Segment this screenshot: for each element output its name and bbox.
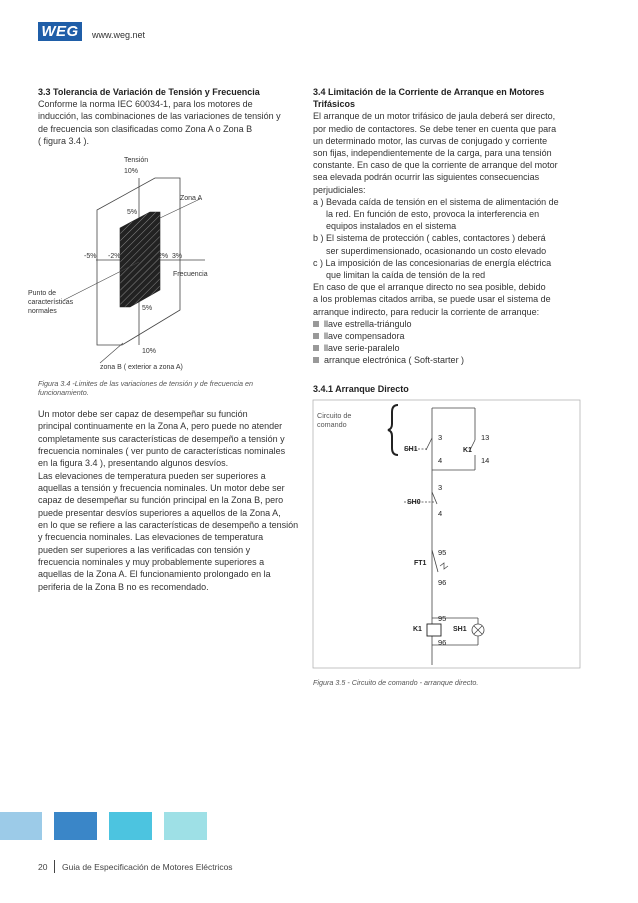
figure-3-5-caption: Figura 3.5 - Circuito de comando - arranque directo.: [313, 678, 479, 687]
section-title-3-3: 3.3 Tolerancia de Variación de Tensión y Frecuencia: [38, 87, 260, 97]
sh1-lamp-label: SH1: [453, 626, 467, 633]
intro-line: Conforme la norma IEC 60034-1, para los motores de: [38, 99, 253, 110]
footer-title: Guia de Especificación de Motores Eléctricos: [62, 862, 233, 872]
terminal-96: 96: [438, 578, 447, 587]
sh0-switch-label: SH0: [407, 499, 421, 506]
header-url[interactable]: www.weg.net: [92, 30, 146, 40]
color-square: [0, 812, 42, 840]
list-item-c: c ) La imposición de las concesionarias de energía eléctrica que limitan la caída de tensión de la red: [313, 257, 552, 281]
weg-logo: WEG: [38, 22, 82, 41]
terminal-14: 14: [481, 456, 490, 465]
left-inner-pct-label: -2%: [108, 253, 121, 260]
intro-line: de frecuencia son clasificadas como Zona A o Zona B: [38, 123, 253, 134]
color-square: [164, 812, 207, 840]
voltage-axis-label: Tensión: [124, 157, 149, 164]
terminal-95: 95: [438, 548, 447, 557]
list-item-b: b ) El sistema de protección ( cables, contactores ) deberá ser superdimensionado, ocasionando un costo elevado: [313, 233, 547, 256]
page-number: 20: [38, 862, 48, 872]
k1-contact-label: K1: [463, 447, 472, 454]
right-paragraph: El arranque de un motor trifásico de jaula deberá ser directo, por medio de contactores. Se debe tener en cuenta que para un determinado motor, las curvas de conjugado y corriente son fijas, independientemente de la carga, para una tensión constante. En caso de que la corriente de arranque del motor sea elevada podrán ocurrir las siguientes consecuencias perjudiciales:: [313, 111, 558, 195]
section-title-3-4: 3.4 Limitación de la Corriente de Arranque en Motores Trifásicos: [313, 87, 545, 110]
color-square: [109, 812, 152, 840]
bullet-item: llave compensadora: [313, 330, 581, 342]
frequency-axis-label: Frecuencia: [173, 271, 208, 278]
terminal-3: 3: [438, 483, 443, 492]
subsection-title-3-4-1: 3.4.1 Arranque Directo: [313, 384, 409, 394]
bullet-item: llave serie-paralelo: [313, 342, 581, 354]
bottom-pct-label: 10%: [142, 348, 157, 355]
left-body-text: Un motor debe ser capaz de desempeñar su función principal continuamente en la Zona A, pero puede no atender completamente sus características de desempeño a tensión y frecuencia nominales ( ver punto de características nominales en la figura 3.4 ), presentando algunos desvíos. Las elevaciones de temperatura pueden ser superiores a aquellas a tensión y frecuencia nominales. Un motor debe ser capaz de desempeñar su función principal en la Zona B, pero puede presentar desvíos superiores a aquellos de la Zona A, en lo que se refiere a las características de desempeño a tensión y frecuencia nominales. Las elevaciones de temperatura pueden ser superiores a las verificadas con tensión y frecuencia nominales y muy probablemente superiores a aquellas de la Zona A. El funcionamiento prolongado en la periferia de la Zona B no es recomendado.: [38, 409, 299, 592]
bullet-item: llave estrella-triángulo: [313, 318, 581, 330]
top-pct-label: 10%: [124, 168, 139, 175]
bullet-item: arranque electrónica ( Soft-starter ): [313, 354, 581, 366]
right-inner-pct-label: 2%: [158, 253, 169, 260]
list-item-a: a ) Bevada caída de tensión en el sistema de alimentación de la red. En función de esto, provoca la interferencia en equipos instalados en el sistema: [313, 196, 559, 232]
terminal-4: 4: [438, 456, 443, 465]
left-outer-pct-label: -5%: [84, 253, 97, 260]
rated-point-label: Punto de características normales: [28, 290, 74, 315]
right-paragraph-2: En caso de que el arranque directo no sea posible, debido a los problemas citados arriba, se puede usar el sistema de arranque indirecto, para reducir la corriente de arranque:: [313, 282, 551, 317]
lower-inner-pct-label: 5%: [142, 305, 153, 312]
terminal-13: 13: [481, 433, 490, 442]
right-outer-pct-label: 3%: [172, 253, 183, 260]
sh1-switch-label: SH1: [404, 446, 418, 453]
k1-coil-label: K1: [413, 626, 422, 633]
intro-line: ( figura 3.4 ).: [38, 135, 90, 146]
circuit-label: Circuito de comando: [317, 411, 352, 429]
terminal-4: 4: [438, 509, 443, 518]
zone-b-label: zona B ( exterior a zona A): [100, 364, 183, 371]
intro-line: inducción, las combinaciones de las variaciones de tensión y: [38, 111, 281, 122]
zone-a-label: Zona A: [180, 195, 203, 202]
footer-divider: [54, 860, 55, 873]
color-square: [54, 812, 97, 840]
ft1-relay-label: FT1: [414, 560, 427, 567]
terminal-95: 95: [438, 614, 447, 623]
figure-3-4-caption: Figura 3.4 -Limites de las variaciones de tensión y de frecuencia en funcionamiento.: [38, 379, 253, 397]
terminal-96: 96: [438, 638, 447, 647]
terminal-3: 3: [438, 433, 443, 442]
upper-inner-pct-label: 5%: [127, 209, 138, 216]
